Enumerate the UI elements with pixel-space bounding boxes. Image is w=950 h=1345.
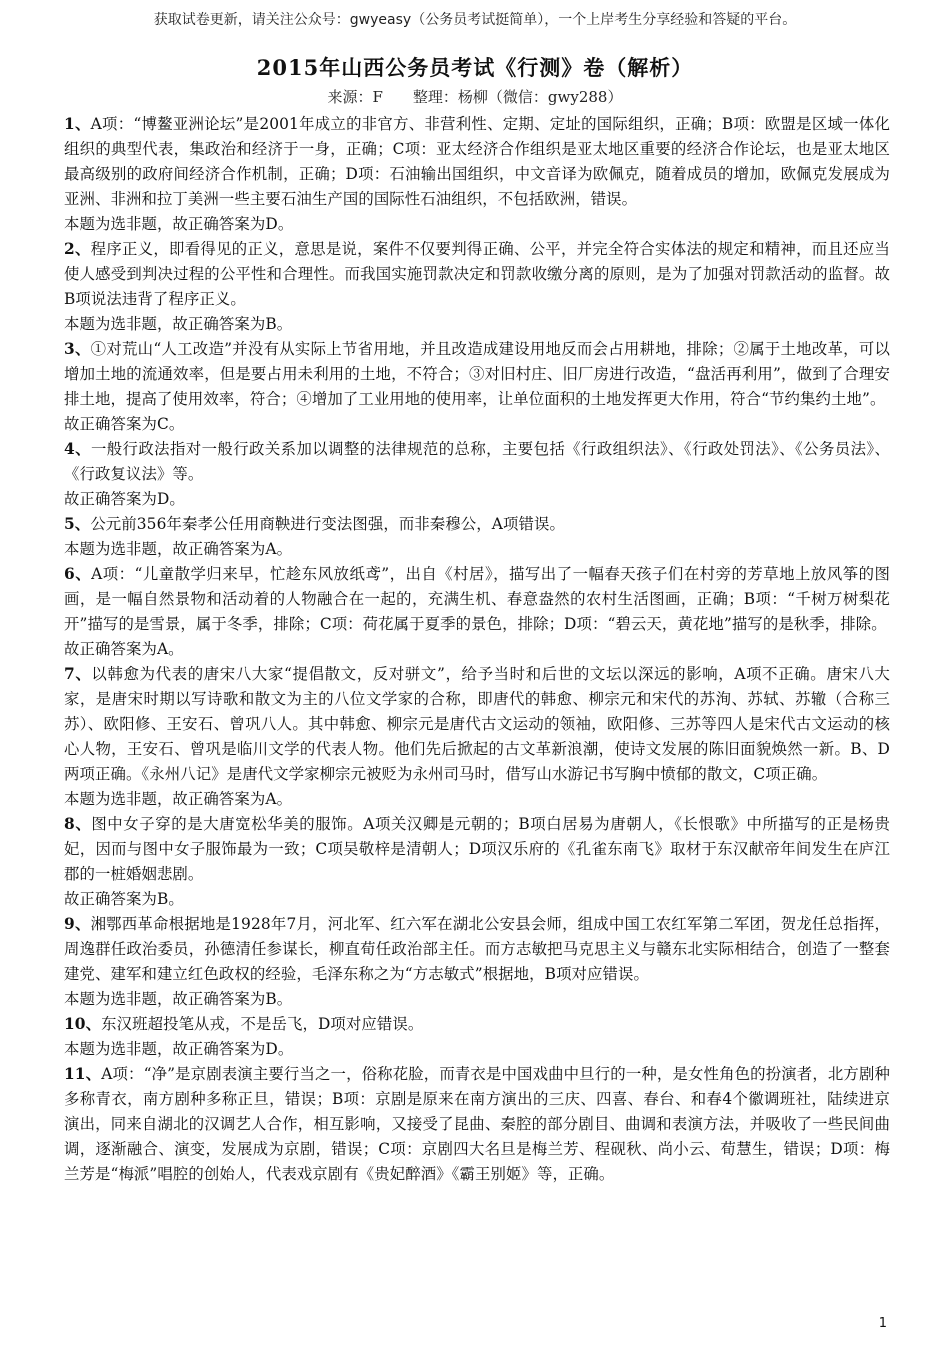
answer-line: 本题为选非题，故正确答案为A。: [64, 790, 293, 808]
question-number: 3、: [64, 340, 91, 358]
answer-line: 本题为选非题，故正确答案为A。: [64, 540, 293, 558]
document-title: 2015年山西公务员考试《行测》卷（解析）: [256, 55, 694, 80]
question-item: [64, 662, 890, 812]
answer-line: 故正确答案为B。: [64, 890, 184, 908]
explanation-text: [64, 337, 890, 412]
explanation-body: A项：“博鳌亚洲论坛”是2001年成立的非官方、非营利性、定期、定址的国际组织，正确；B项：欧盟是区域一体化组织的典型代表，集政治和经济于一身，正确；C项：亚太经济合作组织是亚太地区重要的经济合作论坛，也是亚太地区最高级别的政府间经济合作机制，正确；D项：石油输出国组织，中文音译为欧佩克，随着成员的增加，欧佩克发展成为亚洲、非洲和拉丁美洲一些主要石油生产国的国际性石油组织，不包括欧洲，错误。: [64, 115, 890, 208]
answer-line: 本题为选非题，故正确答案为B。: [64, 990, 293, 1008]
answer-line: 本题为选非题，故正确答案为D。: [64, 1040, 294, 1058]
question-number: 11、: [64, 1065, 102, 1083]
question-number: 7、: [64, 665, 92, 683]
question-number: 5、: [64, 515, 91, 533]
question-number: 2、: [64, 240, 91, 258]
question-item: [64, 437, 890, 512]
question-number: 4、: [64, 440, 91, 458]
explanation-text: [64, 237, 890, 312]
question-item: [64, 237, 890, 337]
question-number: 1、: [64, 115, 91, 133]
explanation-body: 湘鄂西革命根据地是1928年7月，河北军、红六军在湖北公安县会师，组成中国工农红军第二军团，贺龙任总指挥，周逸群任政治委员，孙德清任参谋长，柳直荀任政治部主任。而方志敏把马克思主义与赣东北实际相结合，创造了一整套建党、建军和建立红色政权的经验，毛泽东称之为“方志敏式”根据地，B项对应错误。: [64, 915, 890, 983]
answer-line: 故正确答案为D。: [64, 490, 185, 508]
explanation-text: [64, 812, 890, 887]
question-item: [64, 562, 890, 662]
answer-line: 故正确答案为C。: [64, 415, 185, 433]
explanation-text: [64, 1012, 890, 1037]
question-number: 10、: [64, 1015, 102, 1033]
explanation-body: 东汉班超投笔从戎，不是岳飞，D项对应错误。: [101, 1015, 424, 1033]
question-item: [64, 912, 890, 1012]
page-number: 1: [878, 1316, 887, 1331]
explanation-body: 程序正义，即看得见的正义，意思是说，案件不仅要判得正确、公平，并完全符合实体法的规定和精神，而且还应当使人感受到判决过程的公平性和合理性。而我国实施罚款决定和罚款收缴分离的原则，是为了加强对罚款活动的监督。故B项说法违背了程序正义。: [64, 240, 890, 308]
question-number: 9、: [64, 915, 91, 933]
document-source: 来源：F 整理：杨柳（微信：gwy288）: [327, 88, 623, 106]
explanation-body: 公元前356年秦孝公任用商鞅进行变法图强，而非秦穆公，A项错误。: [90, 515, 565, 533]
explanation-text: [64, 912, 890, 987]
explanation-text: [64, 512, 890, 537]
answer-line: 故正确答案为A。: [64, 640, 184, 658]
explanation-text: [64, 112, 890, 212]
top-banner: 获取试卷更新，请关注公众号：gwyeasy（公务员考试挺简单），一个上岸考生分享经验和答疑的平台。: [153, 12, 797, 28]
answer-list: [64, 112, 890, 1187]
question-item: [64, 112, 890, 237]
question-item: [64, 1062, 890, 1187]
explanation-body: 图中女子穿的是大唐宽松华美的服饰。A项关汉卿是元朝的；B项白居易为唐朝人，《长恨歌》中所描写的正是杨贵妃，因而与图中女子服饰最为一致；C项吴敬梓是清朝人；D项汉乐府的《孔雀东南飞》取材于东汉献帝年间发生在庐江郡的一桩婚姻悲剧。: [64, 815, 890, 883]
explanation-text: [64, 562, 890, 637]
question-item: [64, 512, 890, 562]
question-number: 8、: [64, 815, 92, 833]
explanation-body: 以韩愈为代表的唐宋八大家“提倡散文，反对骈文”，给予当时和后世的文坛以深远的影响，A项不正确。唐宋八大家，是唐宋时期以写诗歌和散文为主的八位文学家的合称，即唐代的韩愈、柳宗元和宋代的苏洵、苏轼、苏辙（合称三苏）、欧阳修、王安石、曾巩八人。其中韩愈、柳宗元是唐代古文运动的领袖，欧阳修、三苏等四人是宋代古文运动的核心人物，王安石、曾巩是临川文学的代表人物。他们先后掀起的古文革新浪潮，使诗文发展的陈旧面貌焕然一新。B、D两项正确。《永州八记》是唐代文学家柳宗元被贬为永州司马时，借写山水游记书写胸中愤郁的散文，C项正确。: [64, 665, 890, 783]
explanation-body: A项：“儿童散学归来早，忙趁东风放纸鸢”，出自《村居》，描写出了一幅春天孩子们在村旁的芳草地上放风筝的图画，是一幅自然景物和活动着的人物融合在一起的，充满生机、春意盎然的农村生活图画，正确；B项：“千树万树梨花开”描写的是雪景，属于冬季，排除；C项：荷花属于夏季的景色，排除；D项：“碧云天，黄花地”描写的是秋季，排除。: [64, 565, 890, 633]
answer-line: 本题为选非题，故正确答案为D。: [64, 215, 294, 233]
question-item: [64, 1012, 890, 1062]
answer-line: 本题为选非题，故正确答案为B。: [64, 315, 293, 333]
explanation-body: A项：“净”是京剧表演主要行当之一，俗称花脸，而青衣是中国戏曲中旦行的一种，是女性角色的扮演者，北方剧种多称青衣，南方剧种多称正旦，错误；B项：京剧是原来在南方演出的三庆、四喜、春台、和春4个徽调班社，陆续进京演出，同来自湖北的汉调艺人合作，相互影响，又接受了昆曲、秦腔的部分剧目、曲调和表演方法，并吸收了一些民间曲调，逐渐融合、演变，发展成为京剧，错误；C项：京剧四大名旦是梅兰芳、程砚秋、尚小云、荀慧生，错误；D项：梅兰芳是“梅派”唱腔的创始人，代表戏京剧有《贵妃醉酒》《霸王别姬》等，正确。: [64, 1065, 890, 1183]
explanation-body: 一般行政法指对一般行政关系加以调整的法律规范的总称，主要包括《行政组织法》、《行政处罚法》、《公务员法》、《行政复议法》等。: [64, 440, 890, 483]
question-item: [64, 337, 890, 437]
question-number: 6、: [64, 565, 92, 583]
question-item: [64, 812, 890, 912]
explanation-text: [64, 1062, 890, 1187]
explanation-body: ①对荒山“人工改造”并没有从实际上节省用地，并且改造成建设用地反而会占用耕地，排除；②属于土地改革，可以增加土地的流通效率，但是要占用未利用的土地，不符合；③对旧村庄、旧厂房进行改造，“盘活再利用”，做到了合理安排土地，提高了使用效率，符合；④增加了工业用地的使用率，让单位面积的土地发挥更大作用，符合“节约集约土地”。: [64, 340, 890, 408]
explanation-text: [64, 437, 890, 487]
explanation-text: [64, 662, 890, 787]
